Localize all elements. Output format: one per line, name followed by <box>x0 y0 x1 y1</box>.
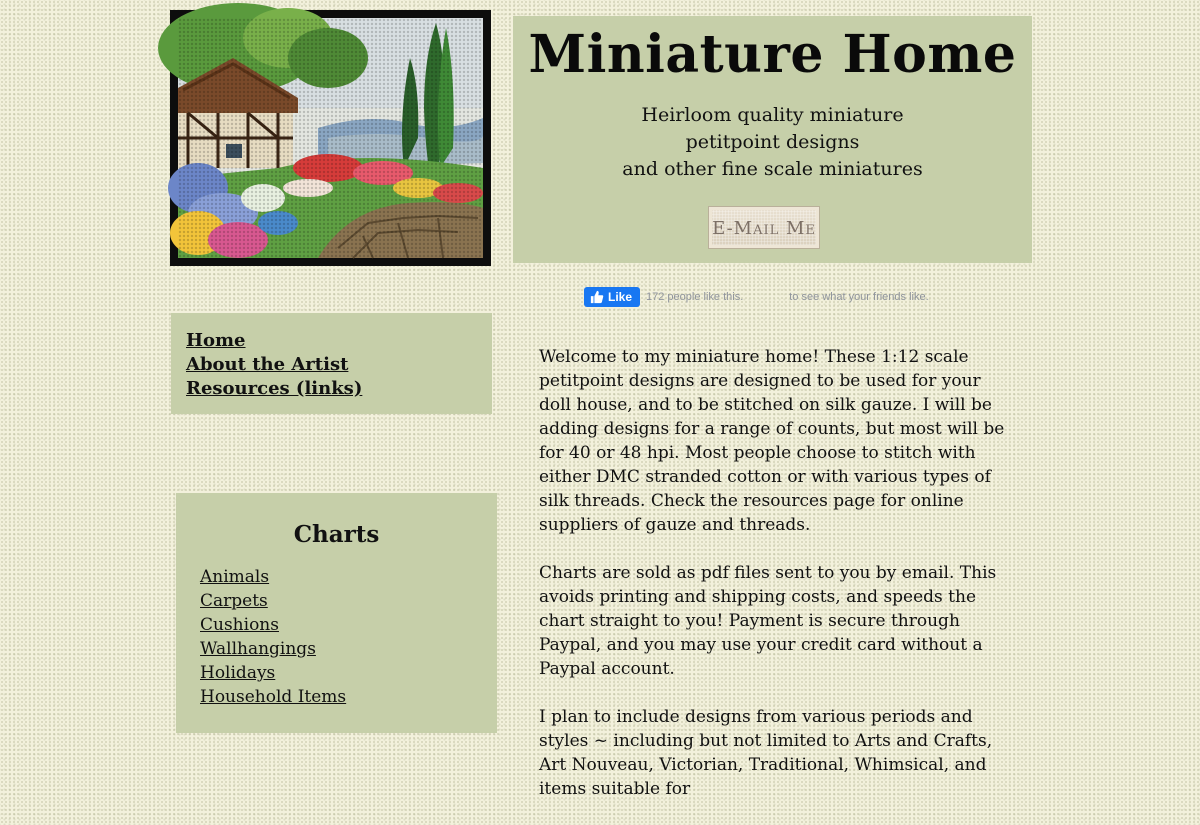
charts-link-animals[interactable]: Animals <box>200 567 270 587</box>
header-image <box>170 10 491 266</box>
facebook-like-widget <box>584 287 929 307</box>
charts-link-wallhangings[interactable]: Wallhangings <box>200 639 316 659</box>
charts-list <box>200 565 346 709</box>
payment-paragraph: Charts are sold as pdf files sent to you by email. This avoids printing and shipping costs, and speeds the chart straight to you! Payment is secure through Paypal, and you may use your credit card without a Paypal account. <box>539 563 997 679</box>
charts-link-household-items[interactable]: Household Items <box>200 687 347 707</box>
nav-link-resources[interactable]: Resources (links) <box>186 378 363 399</box>
facebook-like-count: 172 people like this. <box>646 291 744 303</box>
nav-link-home[interactable]: Home <box>186 330 246 351</box>
facebook-friends-text[interactable]: to see what your friends like. <box>789 291 929 303</box>
tagline-line: petitpoint designs <box>685 131 860 153</box>
title-panel <box>513 16 1032 263</box>
thumbs-up-icon <box>590 290 604 304</box>
tagline <box>513 102 1032 183</box>
email-me-button[interactable]: E-Mail Me <box>708 206 820 249</box>
styles-paragraph: I plan to include designs from various periods and styles ~ including but not limited to Arts and Crafts, Art Nouveau, Victorian, Traditional, Whimsical, and items suitable for <box>539 707 993 799</box>
tagline-line: Heirloom quality miniature <box>641 104 904 126</box>
site-title: Miniature Home <box>528 24 1017 85</box>
nav-link-about-the-artist[interactable]: About the Artist <box>186 354 349 375</box>
charts-link-holidays[interactable]: Holidays <box>200 663 276 683</box>
facebook-like-button[interactable] <box>584 287 640 307</box>
tagline-line: and other fine scale miniatures <box>622 158 923 180</box>
main-content <box>539 345 1009 825</box>
main-navigation <box>171 313 492 414</box>
charts-heading: Charts <box>293 521 380 548</box>
charts-link-cushions[interactable]: Cushions <box>200 615 279 635</box>
cottage-petitpoint-picture <box>178 18 483 258</box>
charts-link-carpets[interactable]: Carpets <box>200 591 268 611</box>
charts-panel <box>176 493 497 733</box>
facebook-like-label: Like <box>608 290 633 304</box>
intro-paragraph: Welcome to my miniature home! These 1:12 scale petitpoint designs are designed to be used for your doll house, and to be stitched on silk gauze. I will be adding designs for a range of counts, but most will be for 40 or 48 hpi. Most people choose to stitch with either DMC stranded cotton or with various types of silk threads. Check the resources page for online suppliers of gauze and threads. <box>539 347 1005 535</box>
